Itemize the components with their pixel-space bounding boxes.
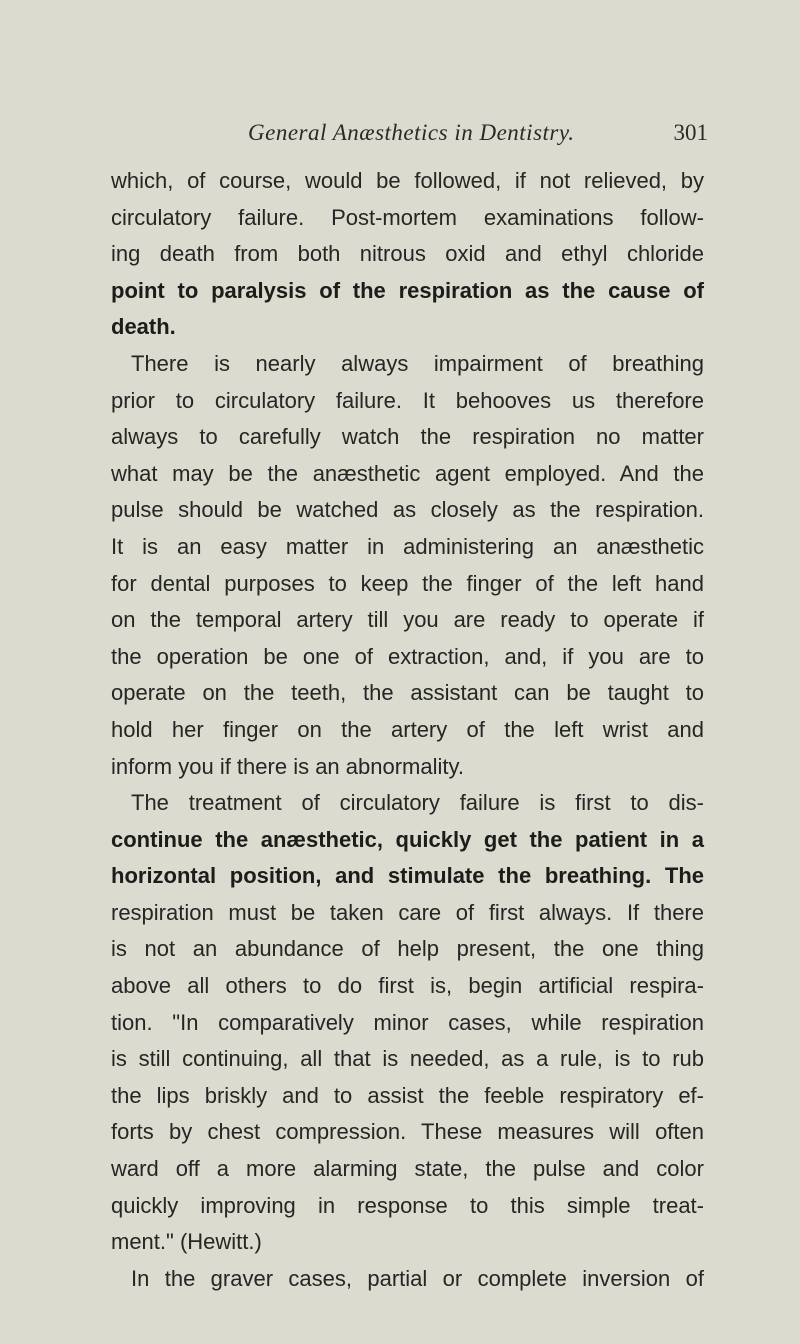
running-head: [248, 120, 708, 156]
text-line: for dental purposes to keep the finger of the left hand: [111, 570, 704, 596]
text-line: ing death from both nitrous oxid and ethyl chloride: [111, 241, 704, 267]
text-line: In the graver cases, partial or complete inversion of: [131, 1265, 704, 1291]
text-line: on the temporal artery till you are ready to operate if: [111, 607, 704, 633]
body-text: [111, 163, 704, 1297]
text-line: circulatory failure. Post-mortem examinations follow-: [111, 204, 704, 230]
text-line: is not an abundance of help present, the one thing: [111, 936, 704, 962]
text-line: hold her finger on the artery of the left wrist and: [111, 716, 704, 742]
text-line: respiration must be taken care of first always. If there: [111, 899, 704, 925]
text-line: inform you if there is an abnormality.: [111, 753, 464, 779]
text-line: which, of course, would be followed, if not relieved, by: [111, 168, 704, 193]
text-line: what may be the anæsthetic agent employed. And the: [111, 460, 704, 486]
text-line: prior to circulatory failure. It behooves us therefore: [111, 387, 704, 413]
text-line: ward off a more alarming state, the pulse and color: [111, 1156, 704, 1182]
text-line: always to carefully watch the respiration no matter: [111, 424, 704, 450]
text-line: is still continuing, all that is needed, as a rule, is to rub: [111, 1046, 704, 1072]
text-line: quickly improving in response to this simple treat-: [111, 1192, 704, 1218]
text-line: point to paralysis of the respiration as the cause of: [111, 277, 704, 303]
text-line: continue the anæsthetic, quickly get the patient in a: [111, 826, 704, 852]
running-head-title: General Anæsthetics in Dentistry.: [248, 120, 575, 145]
text-line: pulse should be watched as closely as the respiration.: [111, 497, 704, 523]
text-line: the lips briskly and to assist the feeble respiratory ef-: [111, 1082, 704, 1108]
text-line: There is nearly always impairment of breathing: [131, 350, 704, 376]
text-line: death.: [111, 314, 176, 340]
text-line: the operation be one of extraction, and, if you are to: [111, 643, 704, 669]
text-line: above all others to do first is, begin artificial respira-: [111, 973, 704, 999]
text-line: horizontal position, and stimulate the breathing. The: [111, 863, 704, 889]
page-number: 301: [673, 120, 708, 145]
text-line: ment." (Hewitt.): [111, 1229, 262, 1255]
text-line: It is an easy matter in administering an anæsthetic: [111, 533, 704, 559]
text-line: The treatment of circulatory failure is first to dis-: [131, 790, 704, 816]
text-line: operate on the teeth, the assistant can be taught to: [111, 680, 704, 706]
text-line: tion. "In comparatively minor cases, while respiration: [111, 1009, 704, 1035]
text-line: forts by chest compression. These measures will often: [111, 1119, 704, 1145]
